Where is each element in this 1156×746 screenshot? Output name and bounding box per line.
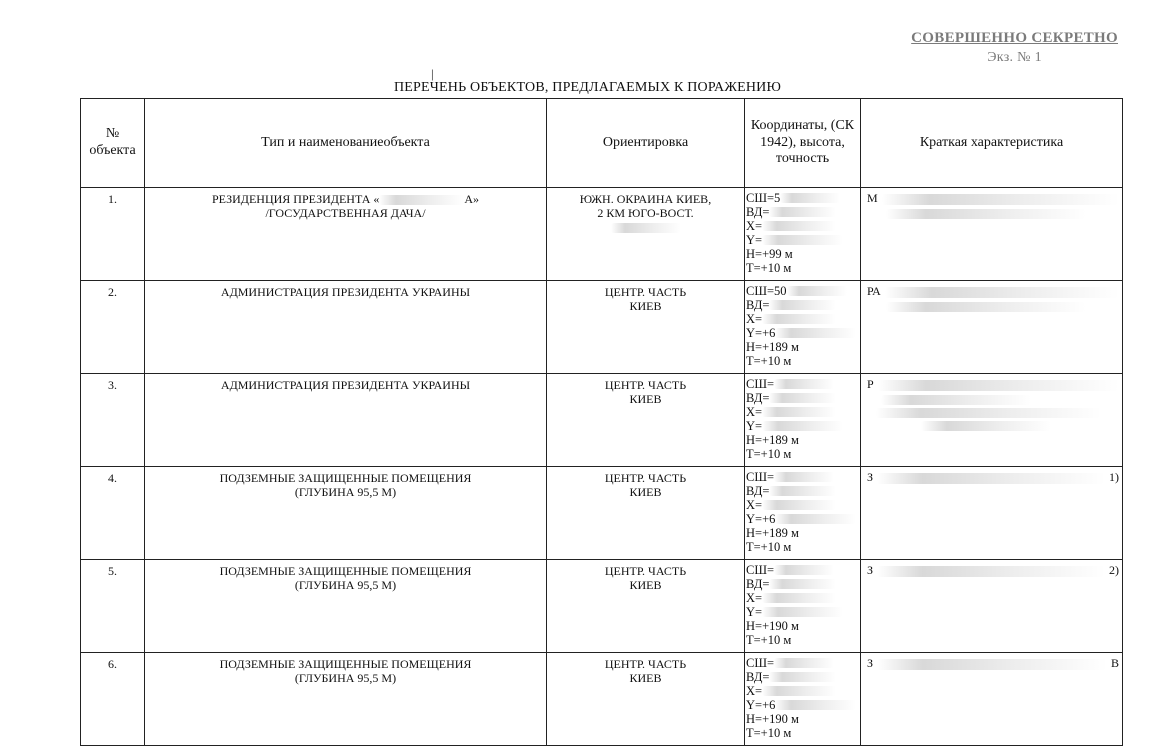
type-line: (ГЛУБИНА 95,5 М) [294, 577, 397, 592]
redaction-blur [379, 195, 464, 205]
redaction-blur [762, 235, 843, 245]
coordinate-line [746, 340, 860, 354]
cell-number: 2. [81, 281, 145, 374]
type-line: ПОДЗЕМНЫЕ ЗАЩИЩЕННЫЕ ПОМЕЩЕНИЯ [219, 564, 472, 578]
coordinate-line [746, 205, 860, 219]
redaction-blur [769, 393, 836, 403]
coordinate-text: ВД= [746, 670, 770, 684]
description-line [861, 285, 1122, 299]
orientation-line: 2 КМ ЮГО-ВОСТ. [597, 205, 694, 220]
coordinate-line [746, 233, 860, 247]
coordinate-text: T=+10 м [746, 354, 792, 368]
type-line [145, 193, 546, 207]
coordinate-line [746, 312, 860, 326]
redaction-blur [886, 302, 1086, 312]
description-text-end: 1) [1109, 470, 1119, 484]
coordinate-text: T=+10 м [746, 633, 792, 647]
description-line [861, 192, 1122, 206]
redaction-blur [774, 658, 834, 668]
coordinate-text: T=+10 м [746, 447, 792, 461]
cell-orientation [547, 560, 745, 653]
cell-orientation [547, 653, 745, 746]
coordinate-line [746, 591, 860, 605]
description-text: З [867, 470, 874, 484]
coordinate-text: H=+189 м [746, 526, 799, 540]
redaction-blur [787, 286, 847, 296]
coordinate-text: Y=+6 [746, 326, 776, 340]
coordinate-text: X= [746, 312, 763, 326]
table-row [81, 188, 1123, 281]
orientation-line: ЦЕНТР. ЧАСТЬ [604, 378, 687, 392]
cell-description [861, 188, 1123, 281]
classification-label: СОВЕРШЕННО СЕКРЕТНО [911, 30, 1118, 46]
coordinate-text: ВД= [746, 484, 770, 498]
cell-description [861, 653, 1123, 746]
cell-number: 4. [81, 467, 145, 560]
coordinate-text: T=+10 м [746, 540, 792, 554]
type-line: ПОДЗЕМНЫЕ ЗАЩИЩЕННЫЕ ПОМЕЩЕНИЯ [219, 657, 472, 671]
targets-table [80, 98, 1123, 746]
description-line [861, 378, 1122, 392]
coordinate-line [746, 433, 860, 447]
cell-coordinates [745, 653, 861, 746]
coordinate-line [746, 619, 860, 633]
coordinate-text: СШ= [746, 470, 774, 484]
coordinate-text: X= [746, 684, 763, 698]
redaction-blur [774, 379, 834, 389]
coordinate-line [746, 563, 860, 577]
coordinate-text: ВД= [746, 205, 770, 219]
coordinate-text: ВД= [746, 298, 770, 312]
redaction-blur [775, 700, 856, 710]
coordinate-line [746, 526, 860, 540]
cell-coordinates [745, 560, 861, 653]
coordinate-line [746, 712, 860, 726]
redaction-blur [885, 287, 1119, 298]
orientation-line: КИЕВ [629, 577, 662, 592]
coordinate-text: T=+10 м [746, 726, 792, 740]
coordinate-text: ВД= [746, 391, 770, 405]
type-text: А» [464, 192, 480, 206]
orientation-line: ЦЕНТР. ЧАСТЬ [604, 471, 687, 485]
cell-orientation [547, 281, 745, 374]
coordinate-text: X= [746, 219, 763, 233]
coordinate-line [746, 391, 860, 405]
redaction-blur [877, 473, 1105, 484]
cell-description [861, 374, 1123, 467]
coordinate-text: X= [746, 591, 763, 605]
coordinate-line [746, 484, 860, 498]
coordinate-text: Y= [746, 605, 763, 619]
table-row [81, 374, 1123, 467]
text-cursor: | [431, 66, 434, 81]
description-line [861, 471, 1122, 485]
cell-number: 5. [81, 560, 145, 653]
description-text-end: 2) [1109, 563, 1119, 577]
type-line: (ГЛУБИНА 95,5 М) [294, 484, 397, 499]
redaction-blur [780, 193, 840, 203]
table-row [81, 653, 1123, 746]
cell-description [861, 467, 1123, 560]
coordinate-text: СШ= [746, 377, 774, 391]
coordinate-line [746, 698, 860, 712]
coordinate-text: Y= [746, 233, 763, 247]
description-line [861, 564, 1122, 578]
coordinate-line [746, 684, 860, 698]
redaction-blur [762, 421, 843, 431]
redaction-blur [876, 408, 1101, 418]
redaction-blur [886, 209, 1086, 219]
coordinate-text: ВД= [746, 577, 770, 591]
coordinate-text: H=+189 м [746, 340, 799, 354]
coordinate-line [746, 498, 860, 512]
table-body [81, 188, 1123, 746]
cell-coordinates [745, 374, 861, 467]
redaction-blur [762, 314, 836, 324]
coordinate-text: СШ= [746, 563, 774, 577]
cell-type [145, 560, 547, 653]
description-line [861, 657, 1122, 671]
coordinate-line [746, 354, 860, 368]
redaction-blur [882, 194, 1119, 205]
coordinate-text: СШ= [746, 656, 774, 670]
cell-number: 1. [81, 188, 145, 281]
redaction-blur [769, 300, 836, 310]
redaction-blur [774, 565, 834, 575]
coordinate-line [746, 605, 860, 619]
coordinate-text: H=+190 м [746, 619, 799, 633]
orientation-line: КИЕВ [629, 391, 662, 406]
orientation-line: ЦЕНТР. ЧАСТЬ [604, 657, 687, 671]
redaction-blur [877, 659, 1107, 670]
coordinate-text: Y=+6 [746, 698, 776, 712]
redaction-blur [769, 486, 836, 496]
coordinate-line [746, 670, 860, 684]
coordinate-line [746, 470, 860, 484]
redaction-blur [762, 686, 836, 696]
orientation-line: ЮЖН. ОКРАИНА КИЕВ, [579, 192, 712, 206]
type-text: РЕЗИДЕНЦИЯ ПРЕЗИДЕНТА « [211, 192, 380, 206]
coordinate-line [746, 419, 860, 433]
coordinate-line [746, 191, 860, 205]
coordinate-line [746, 219, 860, 233]
description-text-end: В [1110, 656, 1119, 670]
cell-type [145, 281, 547, 374]
document-title: ПЕРЕЧЕНЬ ОБЪЕКТОВ, ПРЕДЛАГАЕМЫХ К ПОРАЖЕНИЮ [393, 80, 782, 95]
coordinate-line [746, 447, 860, 461]
type-line: ПОДЗЕМНЫЕ ЗАЩИЩЕННЫЕ ПОМЕЩЕНИЯ [219, 471, 472, 485]
redaction-blur [762, 221, 836, 231]
coordinate-text: T=+10 м [746, 261, 792, 275]
cell-orientation [547, 467, 745, 560]
table-header-row [81, 99, 1123, 188]
coordinate-line [746, 656, 860, 670]
cell-type [145, 188, 547, 281]
redaction-blur [921, 421, 1051, 431]
cell-description [861, 281, 1123, 374]
coordinate-line [746, 377, 860, 391]
cell-type [145, 467, 547, 560]
description-text: З [867, 656, 874, 670]
coordinate-line [746, 405, 860, 419]
type-line: АДМИНИСТРАЦИЯ ПРЕЗИДЕНТА УКРАИНЫ [220, 285, 471, 299]
cell-number: 6. [81, 653, 145, 746]
redaction-blur [877, 566, 1105, 577]
orientation-line: КИЕВ [629, 298, 662, 313]
redaction-blur [769, 579, 836, 589]
cell-coordinates [745, 467, 861, 560]
orientation-line: КИЕВ [629, 670, 662, 685]
cell-number: 3. [81, 374, 145, 467]
classification-stamp [911, 30, 1118, 66]
coordinate-text: X= [746, 405, 763, 419]
redaction-blur [775, 328, 856, 338]
column-header-number: № объекта [81, 99, 145, 188]
cell-description [861, 560, 1123, 653]
coordinate-text: СШ=5 [746, 191, 781, 205]
redaction-blur [769, 672, 836, 682]
coordinate-text: X= [746, 498, 763, 512]
column-header-type: Тип и наименованиеобъекта [145, 99, 547, 188]
table-row [81, 467, 1123, 560]
table-row [81, 560, 1123, 653]
description-text: М [867, 191, 878, 205]
type-line: (ГЛУБИНА 95,5 М) [294, 670, 397, 685]
redaction-blur [775, 514, 856, 524]
type-line: /ГОСУДАРСТВЕННАЯ ДАЧА/ [265, 205, 426, 220]
redaction-blur [878, 380, 1119, 391]
redaction-blur [762, 593, 836, 603]
redaction-blur [762, 607, 843, 617]
orientation-line: КИЕВ [629, 484, 662, 499]
copy-number: Экз. № 1 [987, 50, 1042, 65]
coordinate-text: H=+189 м [746, 433, 799, 447]
description-text: З [867, 563, 874, 577]
orientation-line: ЦЕНТР. ЧАСТЬ [604, 285, 687, 299]
redaction-blur [611, 223, 681, 233]
coordinate-line [746, 247, 860, 261]
coordinate-line [746, 512, 860, 526]
coordinate-line [746, 577, 860, 591]
coordinate-text: H=+190 м [746, 712, 799, 726]
description-text: РА [867, 284, 881, 298]
type-line: АДМИНИСТРАЦИЯ ПРЕЗИДЕНТА УКРАИНЫ [220, 378, 471, 392]
coordinate-text: Y=+6 [746, 512, 776, 526]
table-row [81, 281, 1123, 374]
redaction-blur [762, 407, 836, 417]
column-header-description: Краткая характеристика [861, 99, 1123, 188]
coordinate-line [746, 540, 860, 554]
cell-type [145, 374, 547, 467]
redaction-blur [774, 472, 834, 482]
cell-coordinates [745, 188, 861, 281]
orientation-line: ЦЕНТР. ЧАСТЬ [604, 564, 687, 578]
cell-orientation [547, 374, 745, 467]
column-header-coordinates: Координаты, (СК 1942), высота, точность [745, 99, 861, 188]
coordinate-line [746, 261, 860, 275]
column-header-orientation: Ориентировка [547, 99, 745, 188]
description-text: Р [867, 377, 874, 391]
coordinate-line [746, 326, 860, 340]
coordinate-line [746, 284, 860, 298]
coordinate-text: Y= [746, 419, 763, 433]
coordinate-line [746, 298, 860, 312]
cell-type [145, 653, 547, 746]
redaction-blur [881, 395, 1031, 405]
coordinate-text: H=+99 м [746, 247, 793, 261]
coordinate-text: СШ=50 [746, 284, 787, 298]
redaction-blur [769, 207, 836, 217]
redaction-blur [762, 500, 836, 510]
cell-orientation [547, 188, 745, 281]
cell-coordinates [745, 281, 861, 374]
coordinate-line [746, 726, 860, 740]
coordinate-line [746, 633, 860, 647]
